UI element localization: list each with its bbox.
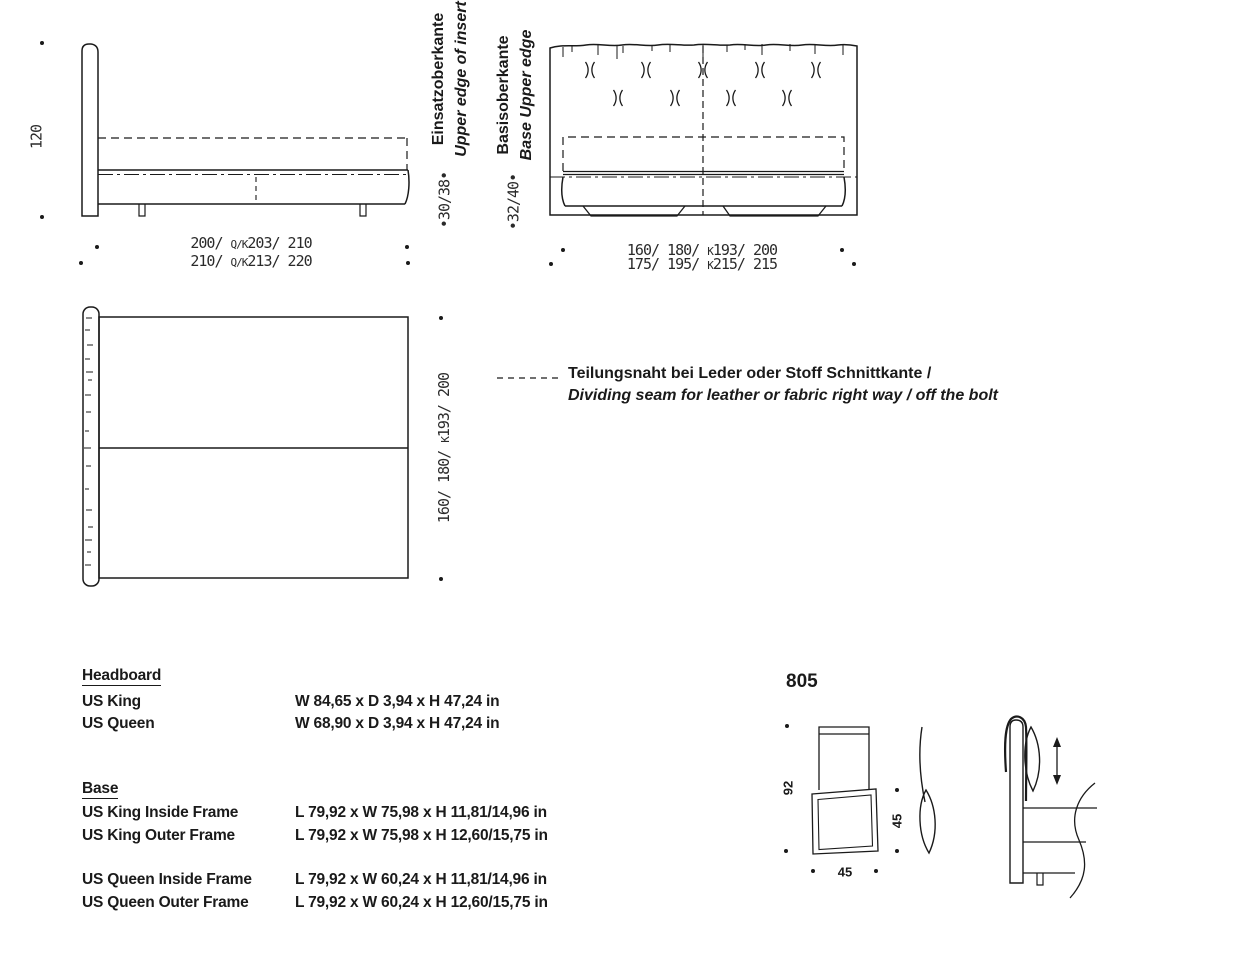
- table-row-value: L 79,92 x W 75,98 x H 12,60/15,75 in: [295, 827, 548, 844]
- cushion-square-inner: [818, 795, 873, 850]
- table-row-name: US King Outer Frame: [82, 827, 235, 844]
- dim-segment: 215/ 215: [712, 255, 778, 273]
- dim-segment-small: Q/K: [230, 256, 248, 269]
- detail-headboard-bar: [1010, 720, 1023, 883]
- top-strip-gather-ticks: [84, 318, 93, 565]
- side-headboard: [82, 44, 98, 216]
- base-height-dim: •32/40•: [504, 173, 523, 231]
- insert-edge-label-en: Upper edge of insert: [453, 1, 470, 157]
- table-row-name: US King Inside Frame: [82, 804, 239, 821]
- dim-segment-small: K: [439, 437, 452, 443]
- dim-segment: 160/ 180/: [626, 241, 708, 259]
- table-row-name: US King: [82, 693, 141, 710]
- side-height-dim: 120: [27, 124, 46, 150]
- dim-segment-small: Q/K: [230, 238, 248, 251]
- front-width-dim-row2: [627, 256, 777, 274]
- legend-line-en: Dividing seam for leather or fabric right way / off the bolt: [568, 387, 998, 404]
- detail-leg: [1037, 873, 1043, 885]
- side-mattress-dashed: [98, 138, 407, 170]
- table-row-value: W 68,90 x D 3,94 x H 47,24 in: [295, 715, 500, 732]
- top-headboard-strip: [83, 307, 99, 586]
- base-edge-label: [492, 30, 538, 161]
- dim-segment: 203/ 210: [247, 234, 312, 252]
- insert-height-dim: •30/38•: [435, 171, 454, 229]
- table-row-name: US Queen Outer Frame: [82, 894, 249, 911]
- legend-line-de: Teilungsnaht bei Leder oder Stoff Schnittkante /: [568, 365, 932, 382]
- cushion-side-strap: [920, 727, 925, 802]
- side-view-drawing: [40, 41, 410, 265]
- side-legs: [139, 204, 366, 216]
- dim-segment: 193/ 200: [712, 241, 778, 259]
- table-row-value: W 84,65 x D 3,94 x H 47,24 in: [295, 693, 500, 710]
- top-view-drawing: [83, 307, 443, 586]
- base-edge-label-en: Base Upper edge: [518, 29, 535, 161]
- side-length-dim-row1: [190, 235, 311, 253]
- detail-break-curve: [1070, 783, 1095, 898]
- base-edge-label-de: Basisoberkante: [495, 35, 512, 155]
- table-row-name: US Queen: [82, 715, 155, 732]
- front-mattress-dashed: [563, 137, 844, 171]
- side-base-bottom: [98, 170, 409, 204]
- side-dimension-dots: [40, 41, 410, 265]
- table-row-value: L 79,92 x W 75,98 x H 11,81/14,96 in: [295, 804, 547, 821]
- bed-side-detail-drawing: [1005, 717, 1097, 898]
- cushion-back-panel: [819, 727, 869, 790]
- table-row-value: L 79,92 x W 60,24 x H 11,81/14,96 in: [295, 871, 547, 888]
- cushion-side-drawing: [920, 727, 935, 853]
- cushion-width-dim: 45: [837, 864, 853, 880]
- dim-segment-small: K: [707, 259, 713, 272]
- dim-segment-small: K: [707, 245, 713, 258]
- dim-segment: 213/ 220: [247, 252, 312, 270]
- dim-segment: 175/ 195/: [626, 255, 708, 273]
- top-view-size-dim: [436, 373, 454, 523]
- dim-segment: 160/ 180/: [435, 442, 453, 524]
- base-table-title: Base: [82, 780, 119, 797]
- cushion-model-number: 805: [786, 671, 818, 692]
- cushion-side-lens: [920, 790, 935, 853]
- dim-segment: 193/ 200: [435, 372, 453, 438]
- cushion-height-dim: 92: [780, 780, 796, 796]
- detail-mattress-lines: [1023, 808, 1097, 873]
- dim-segment: 210/: [190, 252, 231, 270]
- cushion-front-drawing: [784, 724, 899, 873]
- table-row-name: US Queen Inside Frame: [82, 871, 252, 888]
- insert-edge-label-de: Einsatzoberkante: [430, 12, 447, 146]
- insert-edge-label: [427, 1, 473, 157]
- front-view-drawing: [549, 44, 857, 266]
- table-row-value: L 79,92 x W 60,24 x H 12,60/15,75 in: [295, 894, 548, 911]
- side-length-dim-row2: [190, 253, 311, 271]
- dim-segment: 200/: [190, 234, 231, 252]
- headboard-table-title: Headboard: [82, 667, 162, 684]
- cushion-dimension-dots: [784, 724, 899, 873]
- cushion-depth-dim: 45: [889, 813, 905, 829]
